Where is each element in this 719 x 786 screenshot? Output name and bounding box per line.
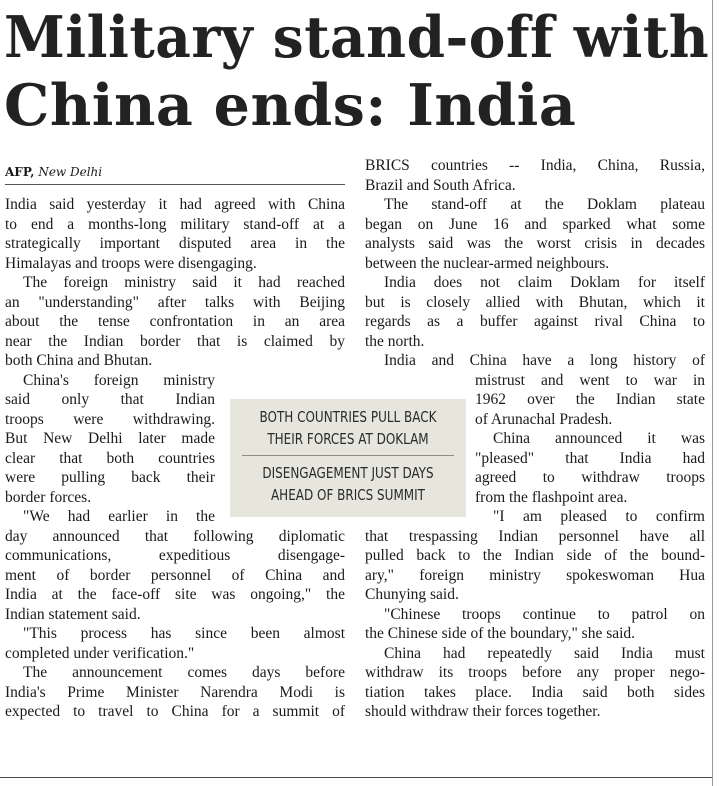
column-1-line: But New Delhi later made — [5, 430, 215, 447]
column-2-line: Chunying said. — [365, 586, 459, 603]
column-2-line: of Arunachal Pradesh. — [475, 410, 613, 428]
column-2-line: agreed to withdraw troops — [475, 469, 705, 486]
column-rule-right — [712, 0, 713, 786]
column-1-line: strategically important disputed area in the — [5, 235, 345, 252]
column-1-line: India at the face-off site was ongoing," the — [5, 586, 345, 603]
column-2-line: "pleased" that India had — [475, 449, 705, 467]
column-2-line: India and China have a long history of — [384, 352, 705, 369]
column-2-line: 1962 over the Indian state — [475, 391, 705, 408]
column-2-line: pulled back to the Indian side of the bound- — [365, 547, 705, 564]
column-2-line: India does not claim Doklam for itself — [384, 274, 705, 291]
column-1-line: "This process has since been almost — [23, 625, 345, 642]
headline-line-1: Military stand-off with — [4, 4, 710, 71]
column-1-line: The announcement comes days before — [23, 664, 345, 681]
headline — [4, 4, 710, 140]
column-2-line: Brazil and South Africa. — [365, 176, 516, 194]
column-1-line: to end a months-long military stand-off at a — [5, 215, 345, 233]
column-2-line: analysts said was the worst crisis in decades — [365, 235, 705, 252]
column-1-line: China's foreign ministry — [23, 371, 215, 389]
column-2-line: that trespassing Indian personnel have all — [365, 527, 705, 545]
byline-rule — [5, 184, 345, 185]
column-1-line: India's Prime Minister Narendra Modi is — [5, 683, 345, 701]
column-2-line: but is closely allied with Bhutan, which it — [365, 293, 705, 311]
byline-agency: AFP, — [5, 165, 35, 179]
byline-place: New Delhi — [38, 165, 103, 179]
column-2-line: "I am pleased to confirm — [493, 508, 705, 525]
column-1-line: The foreign ministry said it had reached — [23, 274, 345, 291]
column-1-line: completed under verification." — [5, 644, 195, 662]
column-1-line: near the Indian border that is claimed by — [5, 332, 345, 350]
column-1-line: were pulling back their — [5, 469, 215, 486]
column-2-line: China had repeatedly said India must — [384, 644, 705, 662]
column-2-line: should withdraw their forces together. — [365, 703, 601, 720]
column-2-line: tiation takes place. India said both sides — [365, 683, 705, 701]
column-1-line: India said yesterday it had agreed with China — [5, 196, 345, 213]
column-2-line: began on June 16 and sparked what some — [365, 215, 705, 233]
headline-line-2: China ends: India — [4, 72, 577, 139]
column-1-line: said only that Indian — [5, 391, 215, 408]
column-2-line: the Chinese side of the boundary," she said. — [365, 625, 636, 642]
pull-quote-1-line-1: BOTH COUNTRIES PULL BACK — [259, 408, 437, 426]
pull-quote-divider — [242, 455, 454, 456]
column-1-line: ment of border personnel of China and — [5, 566, 345, 584]
column-2-line: ary," foreign ministry spokeswoman Hua — [365, 566, 705, 584]
column-1-line: day announced that following diplomatic — [5, 527, 345, 545]
column-1-line: Indian statement said. — [5, 605, 141, 623]
column-2-line: from the flashpoint area. — [475, 488, 628, 506]
column-2-line: withdraw its troops before any proper nego- — [365, 664, 705, 681]
bottom-rule — [0, 777, 712, 778]
column-1-line: communications, expeditious disengage- — [5, 547, 345, 564]
pull-quote-2-line-1: DISENGAGEMENT JUST DAYS — [262, 464, 434, 482]
column-1-line: clear that both countries — [5, 449, 215, 467]
column-2-line: "Chinese troops continue to patrol on — [384, 605, 705, 623]
pull-quote-1-line-2: THEIR FORCES AT DOKLAM — [267, 430, 429, 448]
pull-quote-2-line-2: AHEAD OF BRICS SUMMIT — [270, 486, 426, 504]
column-1-line: border forces. — [5, 488, 92, 506]
pull-quote — [230, 399, 466, 517]
column-1-line: Himalayas and troops were disengaging. — [5, 254, 257, 272]
column-2-line: between the nuclear-armed neighbours. — [365, 254, 610, 272]
column-1-line: troops were withdrawing. — [5, 410, 215, 428]
column-2-line: mistrust and went to war in — [475, 371, 705, 389]
column-1-line: about the tense confrontation in an area — [5, 313, 345, 330]
column-2-line: China announced it was — [493, 430, 705, 447]
column-2-line: regards as a buffer against rival China to — [365, 313, 705, 330]
column-1-line: expected to travel to China for a summit of — [5, 703, 345, 720]
column-2-line: The stand-off at the Doklam plateau — [384, 196, 705, 213]
column-1-line: an "understanding" after talks with Beijing — [5, 293, 345, 311]
column-2-line: BRICS countries -- India, China, Russia, — [365, 157, 705, 174]
column-2-line: the north. — [365, 332, 425, 350]
byline — [5, 164, 102, 180]
column-1-line: "We had earlier in the — [23, 508, 215, 525]
column-1-line: both China and Bhutan. — [5, 352, 153, 369]
